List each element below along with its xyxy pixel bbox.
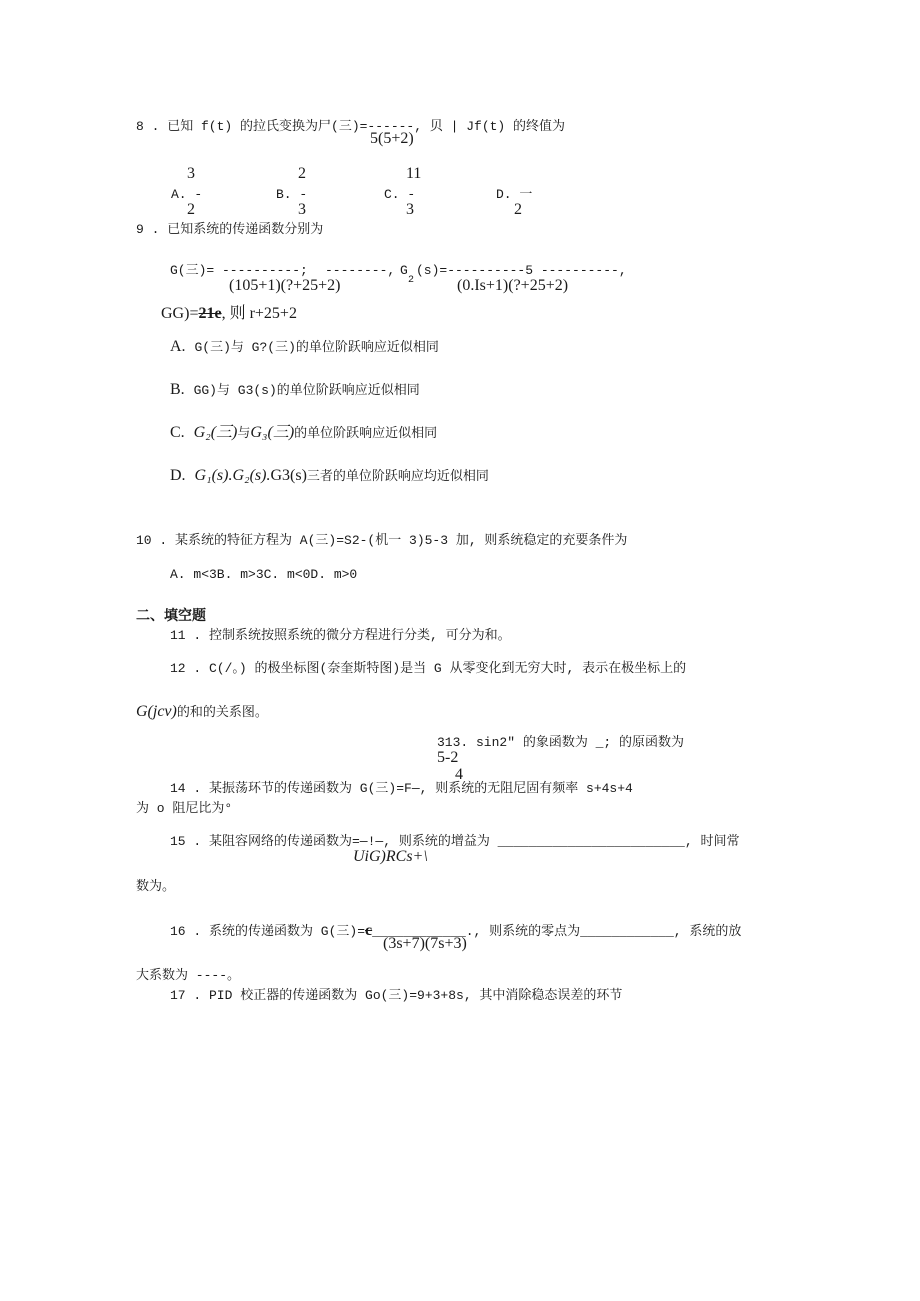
q9-g2: G <box>400 263 408 278</box>
q15-continuation: 数为。 <box>136 879 176 894</box>
q16: 16 . 系统的传递函数为 G(三)=c____________., 则系统的零点为____________, 系统的放 <box>170 922 742 939</box>
q9-g3-prefix: GG)= <box>161 305 199 322</box>
q14-continuation: 为 o 阻尼比为° <box>136 801 233 816</box>
q16-continuation: 大系数为 ----。 <box>136 968 241 983</box>
q15: 15 . 某阻容网络的传递函数为=—!—, 则系统的增益为 ________________________, 时间常 <box>170 834 740 849</box>
q10-options: A. m<3B. m>3C. m<0D. m>0 <box>170 567 358 582</box>
q13: 313. sin2" 的象函数为 _; 的原函数为 <box>437 735 685 750</box>
q8-option-b-num: 2 <box>298 165 306 182</box>
q11: 11 . 控制系统按照系统的微分方程进行分类, 可分为和。 <box>170 628 511 643</box>
section-title: 二、填空题 <box>136 608 206 624</box>
q9-den2: (0.Is+1)(?+25+2) <box>457 277 569 294</box>
q8-option-c: C. - <box>384 187 416 202</box>
q8-option-a-den: 2 <box>187 201 195 218</box>
q9-g1-dash: --------, <box>325 263 396 278</box>
q9-den1: (105+1)(?+25+2) <box>229 277 341 294</box>
q8-stem: 8 . 已知 f(t) 的拉氏变换为尸(三)=------, 贝 | Jf(t) 的终值为 <box>136 119 566 134</box>
q8-option-c-den: 3 <box>406 201 414 218</box>
q9-g3-line <box>161 305 297 323</box>
q9-g2-sub: 2 <box>408 275 415 286</box>
q9-g1: G(三)= ----------; <box>170 263 308 278</box>
q9-option-a: A. G(三)与 G?(三)的单位阶跃响应近似相同 <box>170 338 439 355</box>
q8-option-d-den: 2 <box>514 201 522 218</box>
q9-stem: 9 . 已知系统的传递函数分别为 <box>136 222 324 237</box>
q8-denominator: 5(5+2) <box>370 130 414 147</box>
q9-g3-strike: 21e <box>198 305 222 322</box>
q8-option-b: B. - <box>276 187 308 202</box>
q8-option-b-den: 3 <box>298 201 306 218</box>
q8-option-a: A. - <box>171 187 203 202</box>
q13-num: 5-2 <box>437 749 459 766</box>
q8-option-a-num: 3 <box>187 165 195 182</box>
q8-option-d: D. 一 <box>496 187 533 202</box>
q9-option-d: D. G₁(s).G₂(s).G3(s)三者的单位阶跃响应均近似相同 <box>170 467 489 484</box>
q12-continuation: G(jcv)的和的关系图。 <box>136 703 268 720</box>
q17: 17 . PID 校正器的传递函数为 Go(三)=9+3+8s, 其中消除稳态误差的环节 <box>170 988 623 1003</box>
q9-g2-rest: (s)=----------5 ----------, <box>416 263 627 278</box>
q13-den: 4 <box>455 766 463 783</box>
q10-stem: 10 . 某系统的特征方程为 A(三)=S2-(机一 3)5-3 加, 则系统稳定的充要条件为 <box>136 533 628 548</box>
q14: 14 . 某振荡环节的传递函数为 G(三)=F—, 则系统的无阻尼固有频率 s+4s+4 <box>170 781 633 796</box>
q15-formula: UiG)RCs+\ <box>353 848 428 865</box>
q12: 12 . C(/。) 的极坐标图(奈奎斯特图)是当 G 从零变化到无穷大时, 表示在极坐标上的 <box>170 661 687 676</box>
q9-g3-suffix: , 则 r+25+2 <box>221 305 297 322</box>
q9-option-b: B. GG)与 G3(s)的单位阶跃响应近似相同 <box>170 381 420 398</box>
q8-option-c-num: 11 <box>406 165 422 182</box>
q16-denominator: (3s+7)(7s+3) <box>383 935 467 952</box>
q9-option-c: C. G₂(三)与G₃(三)的单位阶跃响应近似相同 <box>170 424 438 441</box>
